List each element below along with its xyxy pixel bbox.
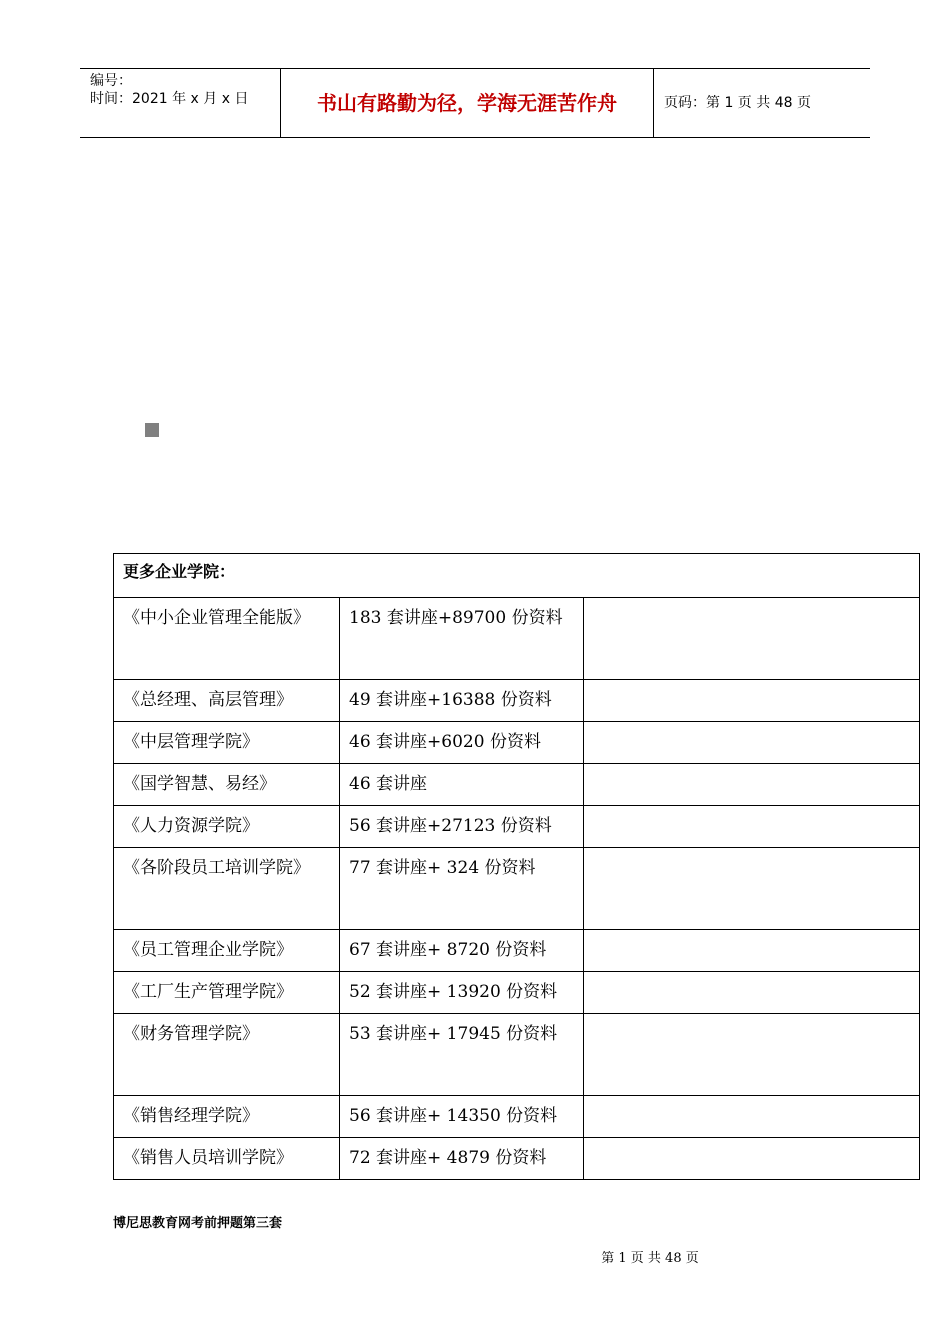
table-row [114,1138,920,1180]
table-row [114,848,920,930]
college-extra [584,764,920,806]
college-extra [584,1014,920,1096]
header-motto-cell [281,69,654,137]
footer-doc-title: 博尼思教育网考前押题第三套 [113,1216,283,1231]
college-name: 《各阶段员工培训学院》 [114,848,340,930]
college-extra [584,598,920,680]
college-name: 《中小企业管理全能版》 [114,598,340,680]
table-row [114,806,920,848]
college-content: 53 套讲座+ 17945 份资料 [340,1014,584,1096]
college-extra [584,930,920,972]
table-row [114,598,920,680]
college-name: 《工厂生产管理学院》 [114,972,340,1014]
college-extra [584,972,920,1014]
college-content: 46 套讲座+6020 份资料 [340,722,584,764]
college-content: 77 套讲座+ 324 份资料 [340,848,584,930]
table-row [114,1096,920,1138]
college-content: 56 套讲座+27123 份资料 [340,806,584,848]
table-row [114,930,920,972]
college-name: 《财务管理学院》 [114,1014,340,1096]
college-content: 46 套讲座 [340,764,584,806]
header-motto: 书山有路勤为径，学海无涯苦作舟 [317,91,617,115]
college-name: 《总经理、高层管理》 [114,680,340,722]
college-name: 《销售人员培训学院》 [114,1138,340,1180]
college-name: 《人力资源学院》 [114,806,340,848]
college-content: 52 套讲座+ 13920 份资料 [340,972,584,1014]
college-extra [584,722,920,764]
doc-number-label: 编号： [90,73,132,89]
header-page-cell [654,69,870,137]
college-content: 183 套讲座+89700 份资料 [340,598,584,680]
college-content: 56 套讲座+ 14350 份资料 [340,1096,584,1138]
college-content: 72 套讲座+ 4879 份资料 [340,1138,584,1180]
college-name: 《员工管理企业学院》 [114,930,340,972]
header-page-info: 页码：第 1 页 共 48 页 [664,95,811,111]
table-title: 更多企业学院： [114,554,920,598]
table-row [114,972,920,1014]
square-bullet-icon [145,423,159,437]
table-row [114,680,920,722]
table-row [114,1014,920,1096]
header-meta-cell [80,69,281,137]
page-header [80,68,870,138]
table-row [114,764,920,806]
college-content: 67 套讲座+ 8720 份资料 [340,930,584,972]
college-extra [584,1138,920,1180]
college-table [113,553,920,1180]
college-name: 《中层管理学院》 [114,722,340,764]
college-extra [584,1096,920,1138]
doc-time-label: 时间：2021 年 x 月 x 日 [90,91,249,107]
college-name: 《销售经理学院》 [114,1096,340,1138]
college-extra [584,680,920,722]
college-extra [584,848,920,930]
college-extra [584,806,920,848]
footer-page-number: 第 1 页 共 48 页 [601,1251,699,1266]
college-name: 《国学智慧、易经》 [114,764,340,806]
table-row [114,722,920,764]
college-content: 49 套讲座+16388 份资料 [340,680,584,722]
